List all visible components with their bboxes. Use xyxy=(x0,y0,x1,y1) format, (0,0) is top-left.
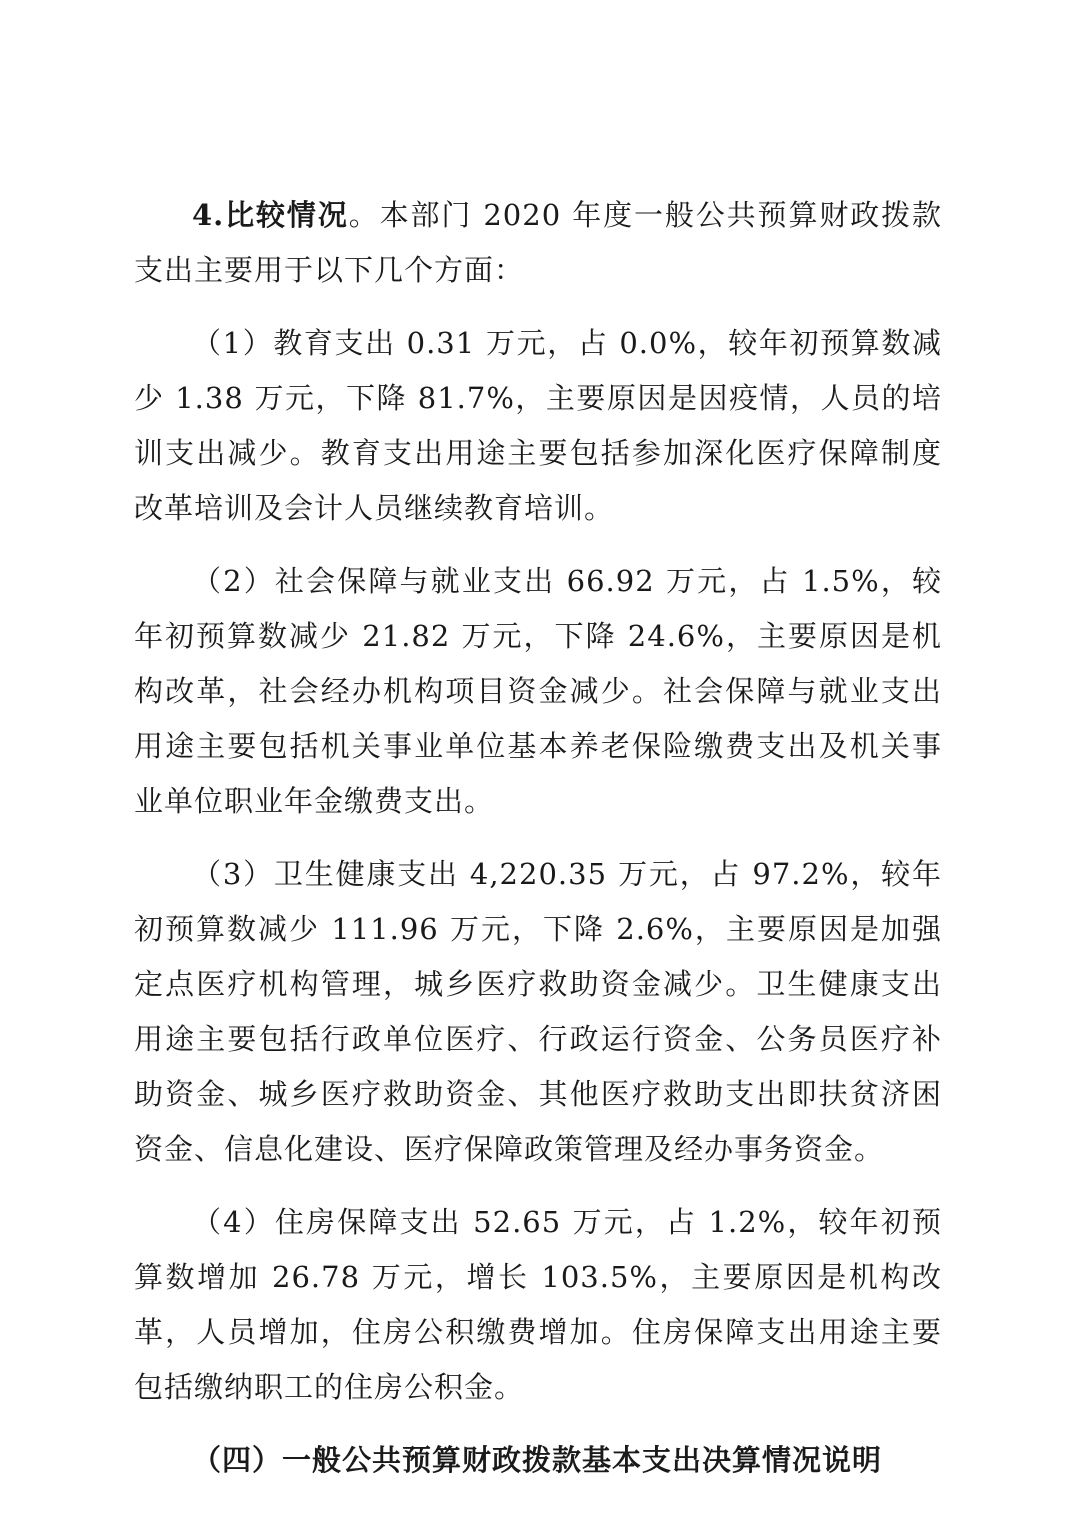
comparison-paragraph xyxy=(134,188,942,298)
comparison-lead: 4.比较情况 xyxy=(192,198,349,232)
item-social-security: （2）社会保障与就业支出 66.92 万元，占 1.5%，较年初预算数减少 21.82 万元，下降 24.6%，主要原因是机构改革，社会经办机构项目资金减少。社会保障与就业支出用途主要包括机关事业单位基本养老保险缴费支出及机关事业单位职业年金缴费支出。 xyxy=(134,564,942,818)
item-education: （1）教育支出 0.31 万元，占 0.0%，较年初预算数减少 1.38 万元，下降 81.7%，主要原因是因疫情，人员的培训支出减少。教育支出用途主要包括参加深化医疗保障制度改革培训及会计人员继续教育培训。 xyxy=(134,326,942,525)
item-health: （3）卫生健康支出 4,220.35 万元，占 97.2%，较年初预算数减少 111.96 万元，下降 2.6%，主要原因是加强定点医疗机构管理，城乡医疗救助资金减少。卫生健康支出用途主要包括行政单位医疗、行政运行资金、公务员医疗补助资金、城乡医疗救助资金、其他医疗救助支出即扶贫济困资金、信息化建设、医疗保障政策管理及经办事务资金。 xyxy=(134,857,942,1166)
document-page xyxy=(134,188,942,1488)
section-heading: （四）一般公共预算财政拨款基本支出决算情况说明 xyxy=(192,1443,883,1477)
item-housing: （4）住房保障支出 52.65 万元，占 1.2%，较年初预算数增加 26.78 万元，增长 103.5%，主要原因是机构改革，人员增加，住房公积缴费增加。住房保障支出用途主要包括缴纳职工的住房公积金。 xyxy=(134,1205,942,1404)
comparison-text: 。本部门 2020 年度一般公共预算财政拨款支出主要用于以下几个方面： xyxy=(134,198,942,287)
